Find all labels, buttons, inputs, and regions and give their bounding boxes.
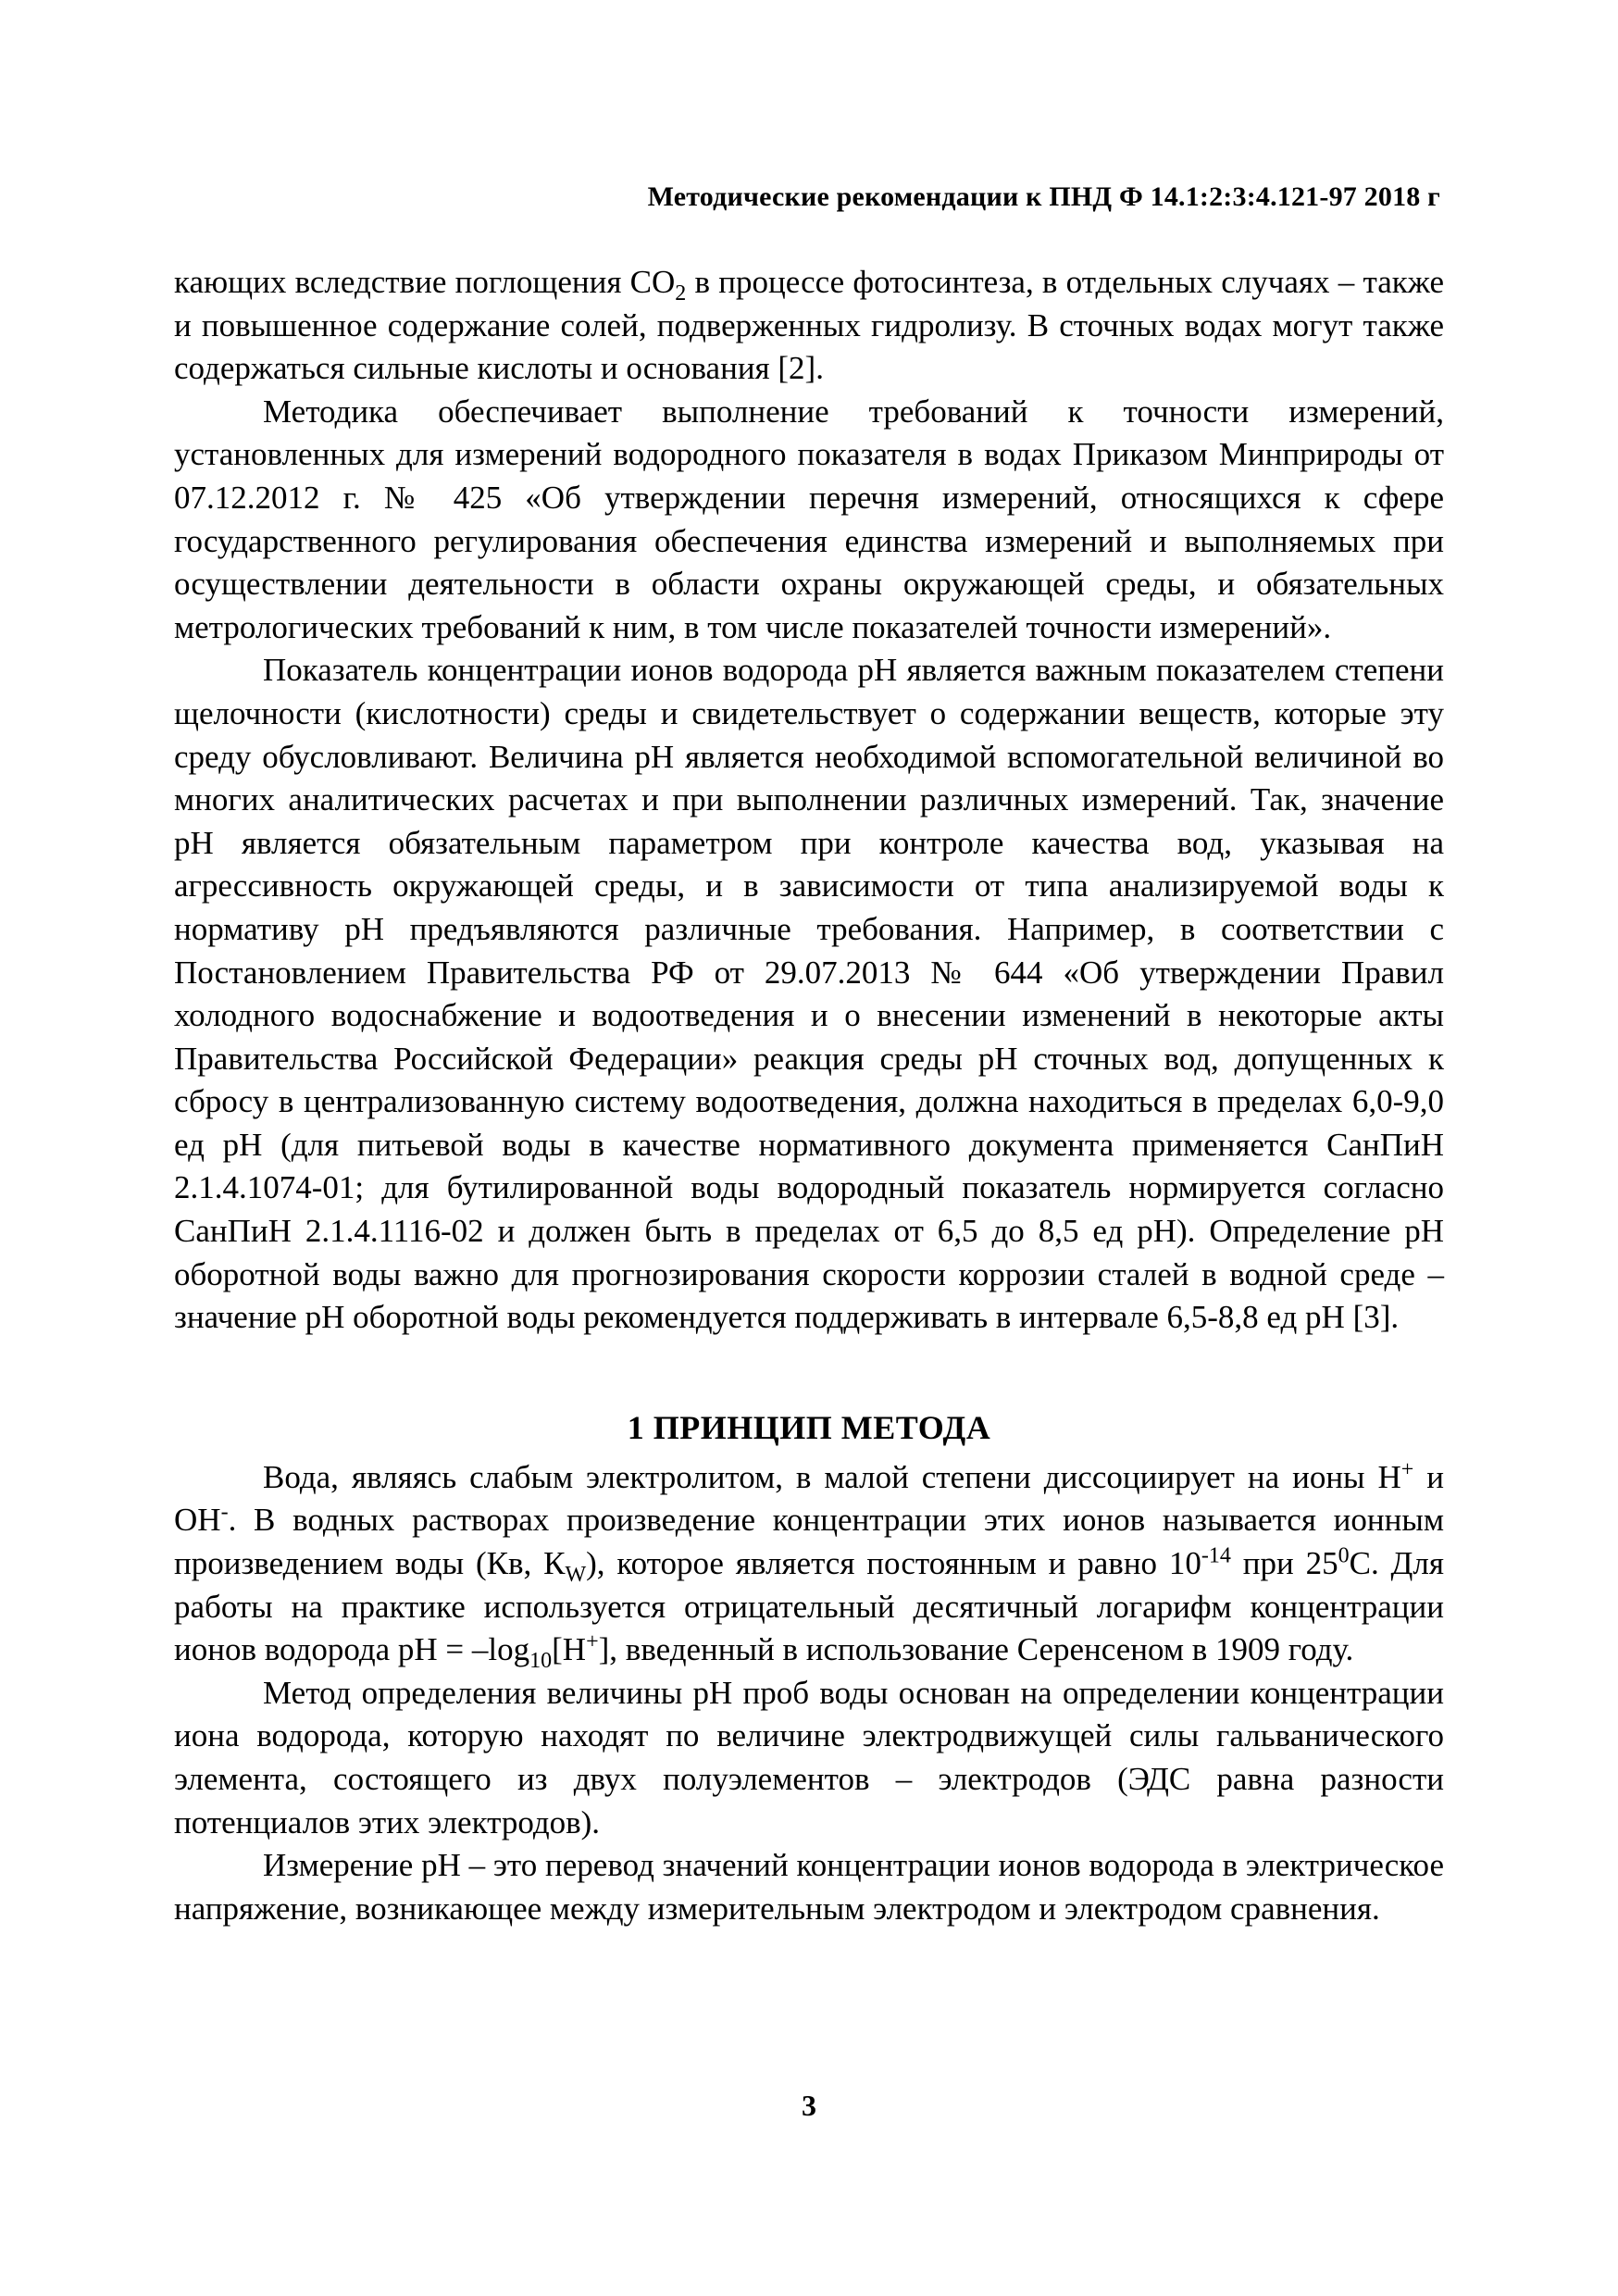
text-run: кающих вследствие поглощения СО	[174, 264, 676, 300]
text-run: С. Для работы на практике используется отрицательный десятичный логарифм концентрации ионов водорода pH = –log	[174, 1545, 1445, 1668]
text-run: . В водных растворах произведение концентрации этих ионов называется ионным произведением воды (Кв, К	[174, 1502, 1444, 1582]
subscript: 2	[675, 281, 687, 306]
subscript: W	[565, 1563, 587, 1588]
paragraph-ph-importance: Показатель концентрации ионов водорода pH является важным показателем степени щелочности (кислотности) среды и свидетельствует о содержании веществ, которые эту среду обусловливают. Величина pH является необходимой вспомогательной величиной во многих аналитических расчетах и при выполнении различных измерений. Так, значение pH является обязательным параметром при контроле качества вод, указывая на агрессивность окружающей среды, и в зависимости от типа анализируемой воды к нормативу pH предъявляются различные требования. Например, в соответствии с Постановлением Правительства РФ от 29.07.2013 № 644 «Об утверждении Правил холодного водоснабжение и водоотведения и о внесении изменений в некоторые акты Правительства Российской Федерации» реакция среды pH сточных вод, допущенных к сбросу в централизованную систему водоотведения, должна находиться в пределах 6,0-9,0 ед pH (для питьевой воды в качестве нормативного документа применяется СанПиН 2.1.4.1074-01; для бутилированной воды водородный показатель нормируется согласно СанПиН 2.1.4.1116-02 и должен быть в пределах от 6,5 до 8,5 ед pH). Определение pH оборотной воды важно для прогнозирования скорости коррозии сталей в водной среде – значение pH оборотной воды рекомендуется поддерживать в интервале 6,5-8,8 ед pH [3].	[174, 652, 1444, 1336]
paragraph-ph-measurement: Измерение pH – это перевод значений концентрации ионов водорода в электрическое напряжение, возникающее между измерительным электродом и электродом сравнения.	[174, 1847, 1444, 1927]
section-heading: 1 ПРИНЦИП МЕТОДА	[627, 1408, 991, 1446]
superscript: +	[586, 1629, 599, 1654]
paragraph-methodology-compliance: Методика обеспечивает выполнение требований к точности измерений, установленных для измерений водородного показателя в водах Приказом Минприроды от 07.12.2012 г. № 425 «Об утверждении перечня измерений, относящихся к сфере государственного регулирования обеспечения единства измерений и выполняемых при осуществлении деятельности в области охраны окружающей среды, и обязательных метрологических требований к ним, в том числе показателей точности измерений».	[174, 393, 1444, 645]
running-header: Методические рекомендации к ПНД Ф 14.1:2:3:4.121-97 2018 г	[647, 181, 1440, 212]
text-run: [Н	[552, 1631, 587, 1668]
text-run: в процессе фотосинтеза, в отдельных случаях – также и повышенное содержание солей, подверженных гидролизу. В сточных водах могут также содержаться сильные кислоты и основания [2].	[174, 264, 1444, 387]
superscript: -	[220, 1500, 229, 1525]
page-number: 3	[802, 2089, 816, 2122]
text-run: и ОН	[174, 1458, 1444, 1539]
text-run: при 25	[1230, 1545, 1338, 1582]
text-run: ], введенный в использование Сеpенсеном в 1909 году.	[598, 1631, 1354, 1668]
text-run: ), которое является постоянным и равно 10	[586, 1545, 1201, 1582]
superscript: -14	[1201, 1543, 1231, 1568]
paragraph-method-basis: Метод определения величины pH проб воды основан на определении концентрации иона водорода, которую находят по величине электродвижущей силы гальванического элемента, состоящего из двух полуэлементов – электродов (ЭДС равна разности потенциалов этих электродов).	[174, 1674, 1444, 1841]
superscript: 0	[1338, 1543, 1350, 1568]
subscript: 10	[529, 1649, 553, 1674]
paragraph-water-dissociation	[174, 1456, 1444, 1672]
paragraph-continuation	[174, 261, 1444, 391]
page-content	[174, 261, 1444, 1930]
superscript: +	[1400, 1457, 1414, 1482]
text-run: Вода, являясь слабым электролитом, в малой степени диссоциирует на ионы Н	[263, 1458, 1401, 1495]
